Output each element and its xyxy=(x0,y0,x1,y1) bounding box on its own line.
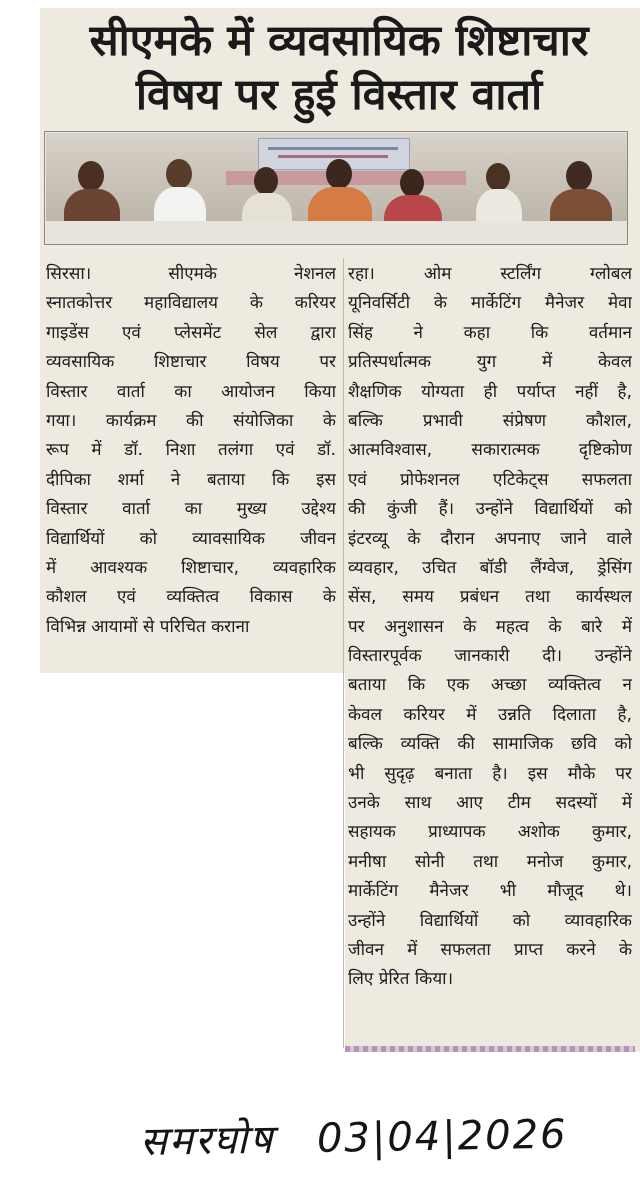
article-line: सेंस, समय प्रबंधन तथा कार्यस्थल xyxy=(348,587,632,608)
article-column-left xyxy=(46,260,336,642)
article-line: बल्कि व्यक्ति की सामाजिक छवि को xyxy=(348,734,632,755)
article-line: मार्केटिंग मैनेजर भी मौजूद थे। xyxy=(348,881,632,902)
article-line: पर अनुशासन के महत्व के बारे में xyxy=(348,616,632,637)
handwritten-annotation xyxy=(139,1104,600,1192)
article-line: सिरसा। सीएमके नेशनल xyxy=(46,264,336,284)
clipping-torn-edge xyxy=(345,1046,635,1052)
article-line: विद्यार्थियों को व्यावसायिक जीवन xyxy=(46,528,336,549)
article-line: में आवश्यक शिष्टाचार, व्यवहारिक xyxy=(46,557,336,578)
column-divider xyxy=(343,258,344,1048)
article-line: विभिन्न आयामों से परिचित कराना xyxy=(46,616,250,637)
headline xyxy=(44,14,634,122)
article-line: यूनिवर्सिटी के मार्केटिंग मैनेजर मेवा xyxy=(348,293,632,314)
article-line: मनीषा सोनी तथा मनोज कुमार, xyxy=(348,851,632,872)
article-line: की कुंजी हैं। उन्होंने विद्यार्थियों को xyxy=(348,499,632,520)
article-line: सहायक प्राध्यापक अशोक कुमार, xyxy=(348,822,632,843)
article-line: गया। कार्यक्रम की संयोजिका के xyxy=(46,410,336,431)
photo-frame xyxy=(44,131,628,245)
article-line: दीपिका शर्मा ने बताया कि इस xyxy=(46,469,336,490)
article-line: प्रतिस्पर्धात्मक युग में केवल xyxy=(348,352,632,373)
article-line: व्यवहार, उचित बॉडी लैंग्वेज, ड्रेसिंग xyxy=(348,557,632,578)
article-line: शैक्षणिक योग्यता ही पर्याप्त नहीं है, xyxy=(348,381,632,402)
article-line: आत्मविश्वास, सकारात्मक दृष्टिकोण xyxy=(348,440,632,461)
article-line: केवल करियर में उन्नति दिलाता है, xyxy=(348,704,632,725)
headline-line-1: सीएमके में व्यवसायिक शिष्टाचार xyxy=(89,16,589,66)
article-line: रहा। ओम स्टर्लिंग ग्लोबल xyxy=(348,264,632,284)
article-line: स्नातकोत्तर महाविद्यालय के करियर xyxy=(46,293,336,314)
article-line: रूप में डॉ. निशा तलंगा एवं डॉ. xyxy=(46,440,336,461)
article-line: लिए प्रेरित किया। xyxy=(348,969,454,990)
article-line: व्यवसायिक शिष्टाचार विषय पर xyxy=(46,352,336,373)
article-line: विस्तारपूर्वक जानकारी दी। उन्होंने xyxy=(348,646,632,667)
article-line: कौशल एवं व्यक्तित्व विकास के xyxy=(46,587,336,608)
article-line: एवं प्रोफेशनल एटिकेट्स सफलता xyxy=(348,469,632,490)
article-column-right xyxy=(348,260,632,995)
article-line: उन्होंने विद्यार्थियों को व्यावहारिक xyxy=(348,910,632,931)
handwritten-paper-name: समरघोष xyxy=(139,1116,275,1166)
article-line: इंटरव्यू के दौरान अपनाए जाने वाले xyxy=(348,528,632,549)
handwritten-date: 03|04|2026 xyxy=(316,1111,568,1162)
article-line: बल्कि प्रभावी संप्रेषण कौशल, xyxy=(348,410,632,431)
article-line: उनके साथ आए टीम सदस्यों में xyxy=(348,793,632,814)
article-line: बताया कि एक अच्छा व्यक्तित्व न xyxy=(348,675,632,696)
article-line: जीवन में सफलता प्राप्त करने के xyxy=(348,939,632,960)
article-line: विस्तार वार्ता का मुख्य उद्देश्य xyxy=(46,499,336,520)
headline-line-2: विषय पर हुई विस्तार वार्ता xyxy=(135,70,543,120)
article-line: भी सुदृढ़ बनाता है। इस मौके पर xyxy=(348,763,632,784)
article-line: सिंह ने कहा कि वर्तमान xyxy=(348,322,632,343)
article-line: विस्तार वार्ता का आयोजन किया xyxy=(46,381,336,402)
article-line: गाइडेंस एवं प्लेसमेंट सेल द्वारा xyxy=(46,322,336,343)
